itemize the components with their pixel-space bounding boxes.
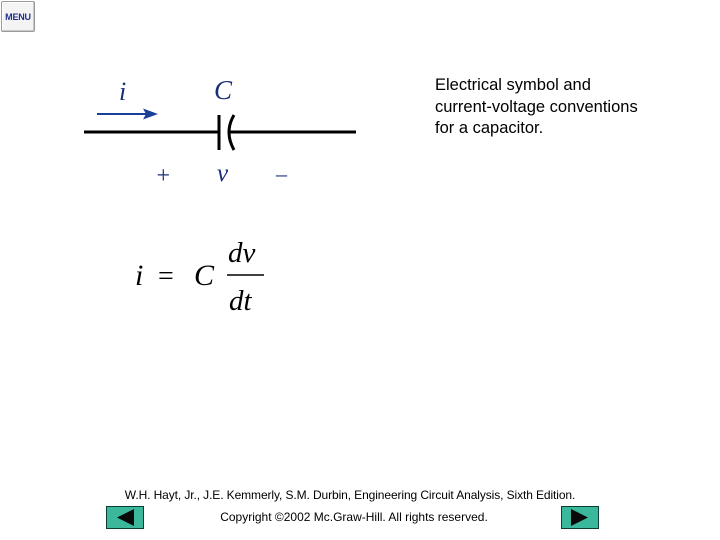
copyright-notice: Copyright ©2002 Mc.Graw-Hill. All rights reserved. — [220, 510, 488, 524]
equation-equals: = — [158, 261, 174, 292]
current-label: i — [119, 77, 127, 106]
equation-lhs: i — [135, 259, 144, 292]
minus-sign: – — [276, 161, 287, 186]
next-slide-button[interactable] — [561, 506, 599, 529]
previous-slide-button[interactable] — [106, 506, 144, 529]
triangle-left-icon — [107, 507, 143, 528]
plus-sign: + — [155, 163, 172, 189]
book-credit: W.H. Hayt, Jr., J.E. Kemmerly, S.M. Durbin, Engineering Circuit Analysis, Sixth Edition. — [124, 488, 576, 502]
capacitor-equation — [135, 237, 264, 317]
capacitance-label: C — [214, 75, 233, 105]
equation-denominator: dt — [229, 285, 252, 317]
figure-caption: Electrical symbol and current-voltage conventions for a capacitor. — [435, 76, 638, 137]
voltage-label: v — [217, 160, 229, 187]
equation-coefficient: C — [194, 259, 215, 292]
equation-numerator: dv — [228, 237, 256, 269]
current-arrow-icon — [97, 109, 158, 120]
menu-button-label: MENU — [5, 11, 31, 22]
triangle-right-icon — [562, 507, 598, 528]
